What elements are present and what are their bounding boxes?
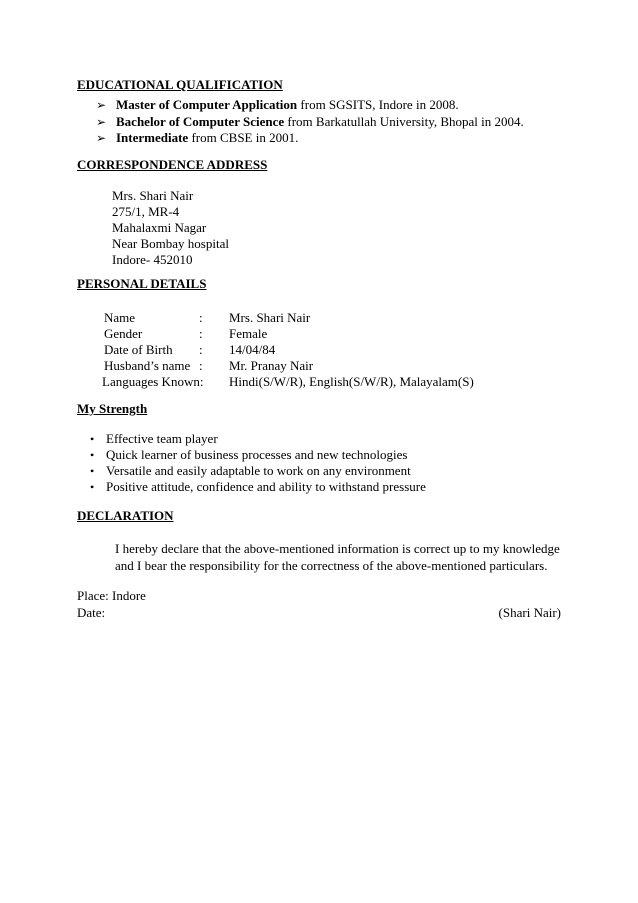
address-line: 275/1, MR-4 bbox=[112, 204, 180, 219]
personal-details-heading: PERSONAL DETAILS bbox=[77, 276, 207, 291]
arrow-bullet-icon: ➢ bbox=[96, 131, 107, 145]
personal-detail-row bbox=[104, 310, 310, 326]
detail-value: Mr. Pranay Nair bbox=[229, 358, 314, 373]
detail-label: Date of Birth bbox=[104, 342, 173, 357]
date-label: Date: bbox=[77, 605, 106, 620]
detail-colon: : bbox=[199, 342, 203, 357]
detail-value: Hindi(S/W/R), English(S/W/R), Malayalam(S) bbox=[229, 374, 474, 389]
strength-item bbox=[90, 463, 411, 479]
degree-name: Intermediate bbox=[116, 130, 189, 145]
detail-label: Gender bbox=[104, 326, 143, 341]
address-line: Near Bombay hospital bbox=[112, 236, 229, 251]
degree-name: Bachelor of Computer Science bbox=[116, 114, 285, 129]
address-line: Mahalaxmi Nagar bbox=[112, 220, 207, 235]
detail-colon: : bbox=[199, 310, 203, 325]
declaration-line: I hereby declare that the above-mentioned information is correct up to my knowledge bbox=[115, 541, 560, 556]
education-item bbox=[96, 97, 459, 113]
arrow-bullet-icon: ➢ bbox=[96, 115, 107, 129]
strength-item bbox=[90, 479, 426, 495]
personal-detail-row bbox=[104, 358, 313, 374]
degree-detail: from CBSE in 2001. bbox=[188, 130, 299, 145]
declaration-line: and I bear the responsibility for the correctness of the above-mentioned particulars. bbox=[115, 558, 548, 573]
address-line: Mrs. Shari Nair bbox=[112, 188, 194, 203]
bullet-icon: • bbox=[90, 432, 95, 446]
strength-heading: My Strength bbox=[77, 401, 148, 416]
detail-value: Mrs. Shari Nair bbox=[229, 310, 311, 325]
personal-detail-row bbox=[102, 374, 474, 390]
bullet-icon: • bbox=[90, 448, 95, 462]
detail-colon: : bbox=[199, 326, 203, 341]
detail-label: Languages Known: bbox=[102, 374, 204, 389]
degree-name: Master of Computer Application bbox=[116, 97, 298, 112]
bullet-icon: • bbox=[90, 480, 95, 494]
detail-value: 14/04/84 bbox=[229, 342, 276, 357]
strength-text: Positive attitude, confidence and ability to withstand pressure bbox=[106, 479, 426, 494]
personal-detail-row bbox=[104, 326, 267, 342]
education-item bbox=[96, 130, 298, 146]
place-text: Place: Indore bbox=[77, 588, 146, 603]
strength-item bbox=[90, 431, 218, 447]
bullet-icon: • bbox=[90, 464, 95, 478]
degree-detail: from SGSITS, Indore in 2008. bbox=[297, 97, 459, 112]
strength-text: Versatile and easily adaptable to work on any environment bbox=[106, 463, 411, 478]
strength-text: Quick learner of business processes and new technologies bbox=[106, 447, 408, 462]
detail-label: Husband’s name bbox=[104, 358, 191, 373]
strength-item bbox=[90, 447, 407, 463]
address-heading: CORRESPONDENCE ADDRESS bbox=[77, 157, 268, 172]
arrow-bullet-icon: ➢ bbox=[96, 98, 107, 112]
address-line: Indore- 452010 bbox=[112, 252, 193, 267]
strength-text: Effective team player bbox=[106, 431, 218, 446]
education-heading: EDUCATIONAL QUALIFICATION bbox=[77, 77, 283, 92]
personal-detail-row bbox=[104, 342, 275, 358]
detail-colon: : bbox=[199, 358, 203, 373]
detail-value: Female bbox=[229, 326, 268, 341]
degree-detail: from Barkatullah University, Bhopal in 2004. bbox=[284, 114, 524, 129]
education-item bbox=[96, 114, 524, 130]
detail-label: Name bbox=[104, 310, 136, 325]
declaration-heading: DECLARATION bbox=[77, 508, 174, 523]
signature-name: (Shari Nair) bbox=[498, 605, 561, 620]
